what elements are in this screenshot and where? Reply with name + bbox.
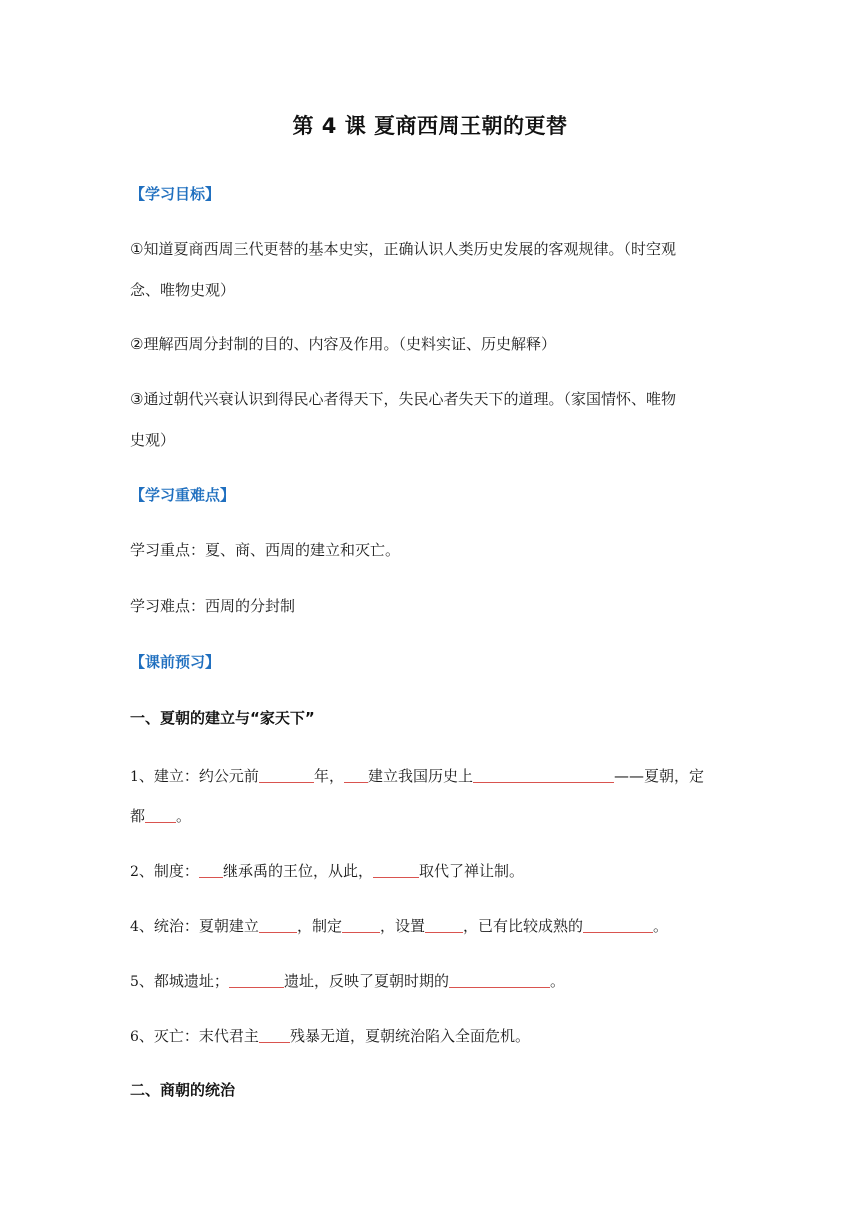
fill-blank[interactable] bbox=[259, 1026, 290, 1043]
fill-blank[interactable] bbox=[229, 971, 284, 988]
question-text: 取代了禅让制。 bbox=[418, 862, 524, 880]
question-text: 。 bbox=[549, 972, 565, 990]
question-text: 、统治：夏朝建立 bbox=[138, 917, 259, 935]
question-number: 6 bbox=[130, 1029, 139, 1045]
question-text: 遗址，反映了夏朝时期的 bbox=[283, 972, 449, 990]
question-text: 。 bbox=[652, 917, 668, 935]
question-text: ——夏朝，定 bbox=[613, 767, 704, 785]
fill-blank[interactable] bbox=[199, 861, 223, 878]
question-5 bbox=[130, 969, 730, 992]
objective-3-line-1: ③通过朝代兴衰认识到得民心者得天下，失民心者失天下的道理。（家国情怀、唯物 bbox=[130, 390, 676, 408]
fill-blank[interactable] bbox=[583, 916, 653, 933]
fill-blank[interactable] bbox=[259, 766, 314, 783]
question-text: 、制度： bbox=[138, 862, 199, 880]
question-text: 、建立：约公元前 bbox=[138, 767, 259, 785]
objective-2: ②理解西周分封制的目的、内容及作用。（史料实证、历史解释） bbox=[130, 335, 556, 353]
key-points-heading: 【学习重难点】 bbox=[130, 486, 236, 504]
fill-blank[interactable] bbox=[342, 916, 380, 933]
question-number: 4 bbox=[130, 919, 139, 935]
preview-heading: 【课前预习】 bbox=[130, 653, 221, 671]
section-2-title: 二、商朝的统治 bbox=[130, 1081, 236, 1099]
question-text: 年， bbox=[313, 767, 344, 785]
fill-blank[interactable] bbox=[449, 971, 550, 988]
fill-blank[interactable] bbox=[145, 806, 176, 823]
question-number: 1 bbox=[130, 769, 139, 785]
question-6 bbox=[130, 1024, 730, 1047]
key-difficulty: 学习难点：西周的分封制 bbox=[130, 597, 296, 615]
lesson-title: 第 4 课 夏商西周王朝的更替 bbox=[292, 114, 568, 138]
question-number: 2 bbox=[130, 864, 139, 880]
question-text: 建立我国历史上 bbox=[367, 767, 473, 785]
question-1-line-2 bbox=[130, 804, 730, 826]
fill-blank[interactable] bbox=[473, 766, 614, 783]
question-text: 。 bbox=[176, 807, 192, 825]
question-text: 、都城遗址； bbox=[138, 972, 229, 990]
fill-blank[interactable] bbox=[344, 766, 368, 783]
question-text: 、灭亡：末代君主 bbox=[138, 1027, 259, 1045]
fill-blank[interactable] bbox=[425, 916, 463, 933]
question-2 bbox=[130, 859, 730, 882]
question-text: 都 bbox=[130, 807, 146, 825]
question-text: ，已有比较成熟的 bbox=[462, 917, 583, 935]
question-4 bbox=[130, 914, 730, 937]
question-text: 残暴无道，夏朝统治陷入全面危机。 bbox=[289, 1027, 530, 1045]
key-focus: 学习重点：夏、商、西周的建立和灭亡。 bbox=[130, 541, 401, 559]
objective-1-line-1: ①知道夏商西周三代更替的基本史实，正确认识人类历史发展的客观规律。（时空观 bbox=[130, 240, 676, 258]
section-1-title: 一、夏朝的建立与“家天下” bbox=[130, 709, 315, 727]
objective-3-line-2: 史观） bbox=[130, 431, 176, 449]
question-text: ，设置 bbox=[379, 917, 425, 935]
question-text: 继承禹的王位，从此， bbox=[222, 862, 373, 880]
fill-blank[interactable] bbox=[373, 861, 419, 878]
question-number: 5 bbox=[130, 974, 139, 990]
objective-1-line-2: 念、唯物史观） bbox=[130, 281, 236, 299]
fill-blank[interactable] bbox=[259, 916, 297, 933]
question-text: ，制定 bbox=[296, 917, 342, 935]
objectives-heading: 【学习目标】 bbox=[130, 185, 221, 203]
question-1-line-1 bbox=[130, 764, 730, 787]
